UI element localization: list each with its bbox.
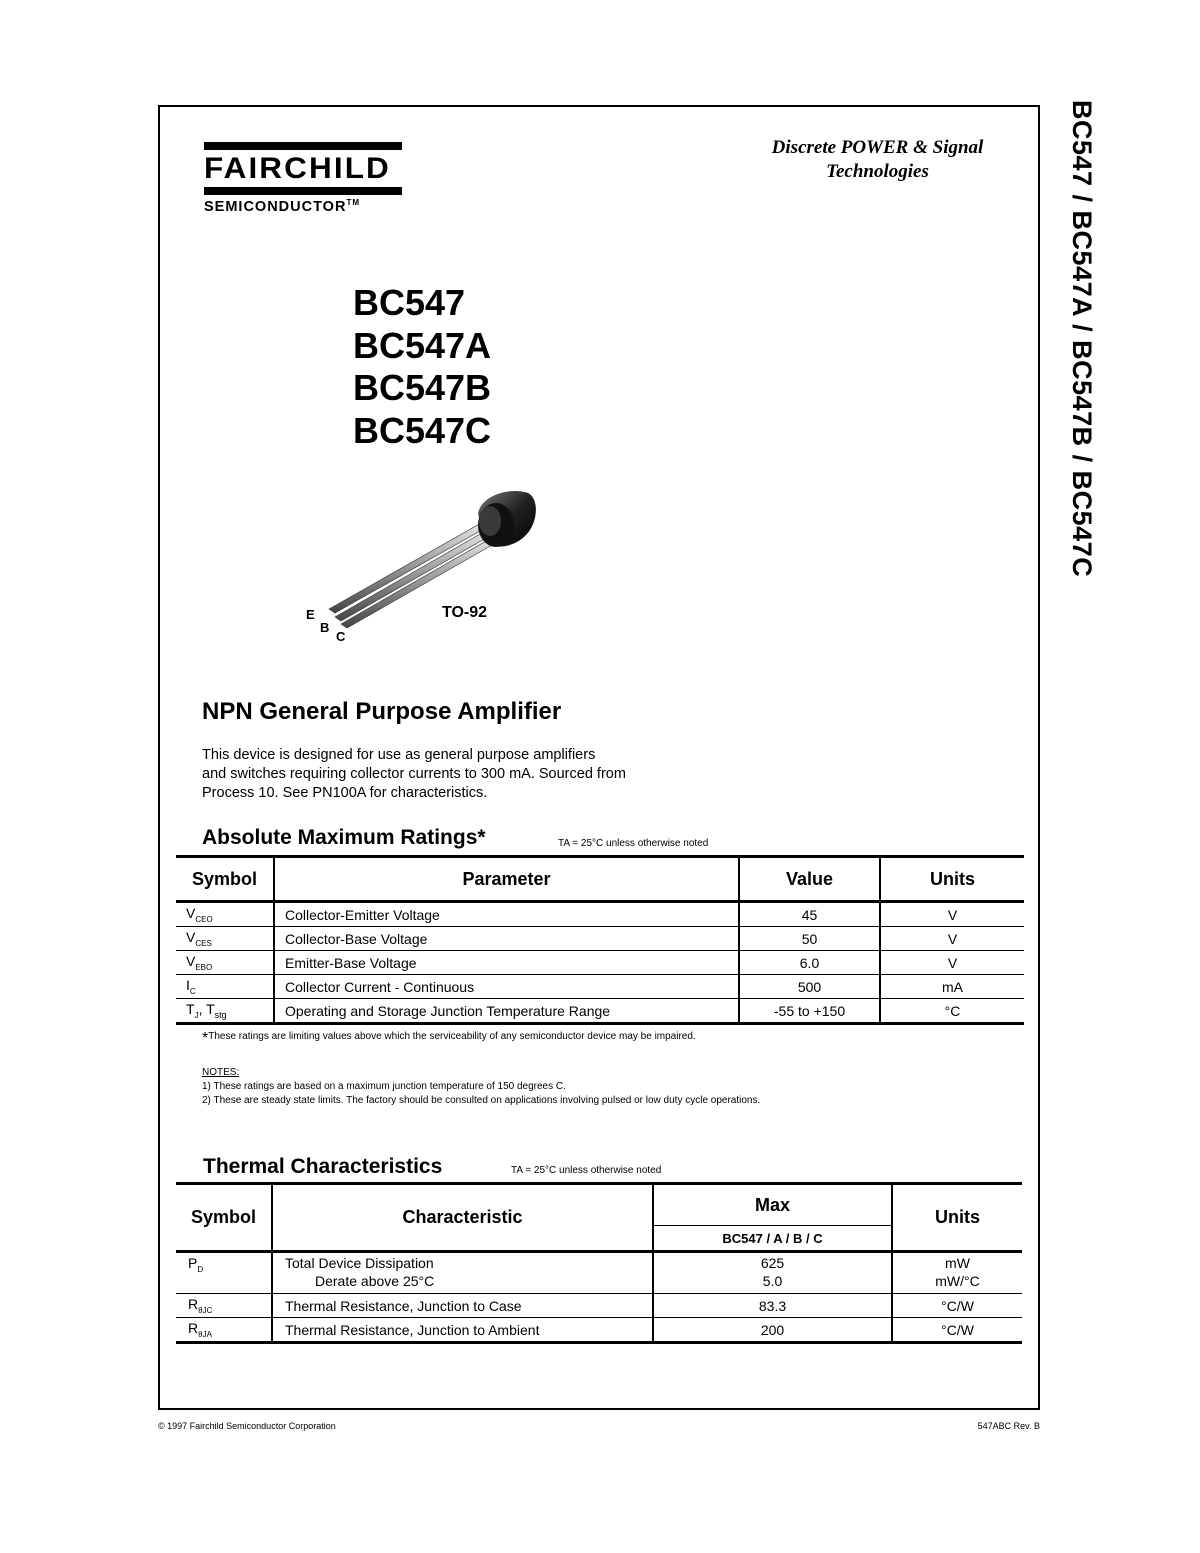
pin-label-b: B — [320, 620, 330, 635]
parameter-cell: Emitter-Base Voltage — [274, 951, 739, 975]
symbol-cell — [176, 975, 274, 999]
footer-revision: 547ABC Rev. B — [977, 1421, 1040, 1431]
description-line: and switches requiring collector currents to 300 mA. Sourced from — [202, 766, 626, 782]
symbol-subscript: C — [189, 986, 196, 996]
header-units: Units — [892, 1184, 1022, 1252]
symbol-cell — [176, 1294, 272, 1318]
units-cell: V — [880, 927, 1024, 951]
table-row — [176, 975, 1024, 999]
value-cell: 45 — [739, 902, 880, 927]
value-cell: 6.0 — [739, 951, 880, 975]
note-item: 2) These are steady state limits. The factory should be consulted on applications involving pulsed or low duty cycle operations. — [202, 1095, 761, 1106]
units-cell: V — [880, 951, 1024, 975]
symbol: I — [186, 977, 190, 994]
max-cell: 200 — [653, 1318, 892, 1343]
side-title — [1044, 100, 1097, 580]
symbol: , T — [198, 1001, 215, 1018]
part-numbers — [353, 282, 491, 452]
part-number: BC547C — [353, 409, 492, 451]
pin-label-e: E — [306, 607, 315, 622]
symbol: R — [188, 1296, 199, 1313]
symbol: V — [186, 905, 196, 922]
max-cell — [653, 1252, 892, 1294]
amr-section-title: Absolute Maximum Ratings* — [202, 826, 486, 849]
parameter-cell: Operating and Storage Junction Temperature Range — [274, 999, 739, 1024]
part-number: BC547A — [353, 324, 492, 366]
logo-bar-top — [204, 142, 402, 150]
symbol-cell — [176, 999, 274, 1024]
header-max-sub: BC547 / A / B / C — [653, 1226, 892, 1252]
units-value: mW/°C — [935, 1273, 980, 1289]
part-number: BC547 — [353, 282, 466, 323]
units-value: mW — [945, 1255, 970, 1271]
characteristic-cell: Thermal Resistance, Junction to Case — [272, 1294, 653, 1318]
logo-bar-bottom — [204, 187, 402, 195]
table-row — [176, 1294, 1022, 1318]
product-description — [202, 746, 652, 803]
tagline-line2: Technologies — [826, 161, 929, 182]
header-parameter: Parameter — [274, 857, 739, 902]
amr-footnote — [202, 1030, 696, 1048]
units-cell: °C — [880, 999, 1024, 1024]
amr-temp-note: TA = 25°C unless otherwise noted — [558, 838, 709, 849]
logo-name: FAIRCHILD — [204, 152, 391, 185]
units-cell — [892, 1252, 1022, 1294]
symbol-subscript: D — [197, 1264, 204, 1274]
absolute-maximum-ratings-table — [176, 855, 1024, 1025]
pin-label-c: C — [336, 629, 346, 644]
symbol-cell — [176, 902, 274, 927]
logo-sub-text: SEMICONDUCTOR — [204, 198, 347, 215]
description-line: Process 10. See PN100A for characteristics. — [202, 785, 488, 801]
symbol-subscript: θJA — [198, 1329, 212, 1339]
description-line: This device is designed for use as general purpose amplifiers — [202, 747, 596, 763]
characteristic-text: Derate above 25°C — [315, 1273, 435, 1289]
table-row — [176, 927, 1024, 951]
symbol-subscript: stg — [214, 1009, 227, 1020]
symbol-subscript: θJC — [198, 1305, 213, 1315]
table-row — [176, 999, 1024, 1024]
header-value: Value — [739, 857, 880, 902]
product-title: NPN General Purpose Amplifier — [202, 698, 562, 725]
logo-sub — [204, 198, 402, 215]
units-cell: °C/W — [892, 1294, 1022, 1318]
header-symbol: Symbol — [176, 1184, 272, 1252]
parameter-cell: Collector-Base Voltage — [274, 927, 739, 951]
table-row — [176, 951, 1024, 975]
thermal-characteristics-table — [176, 1182, 1022, 1344]
symbol-cell — [176, 951, 274, 975]
table-row — [176, 902, 1024, 927]
footer-copyright: © 1997 Fairchild Semiconductor Corporation — [158, 1421, 336, 1431]
units-cell: °C/W — [892, 1318, 1022, 1343]
symbol-cell — [176, 1252, 272, 1294]
note-item: 1) These ratings are based on a maximum junction temperature of 150 degrees C. — [202, 1081, 566, 1092]
header-units: Units — [880, 857, 1024, 902]
parameter-cell: Collector Current - Continuous — [274, 975, 739, 999]
tagline — [720, 136, 1035, 184]
symbol: V — [186, 929, 196, 946]
max-value: 5.0 — [762, 1273, 783, 1289]
symbol: V — [186, 953, 196, 970]
characteristic-cell: Thermal Resistance, Junction to Ambient — [272, 1318, 653, 1343]
table-header-row — [176, 1184, 1022, 1226]
header-symbol: Symbol — [176, 857, 274, 902]
value-cell: -55 to +150 — [739, 999, 880, 1024]
symbol-subscript: CEO — [195, 914, 213, 924]
logo-tm: TM — [346, 198, 360, 207]
symbol: P — [188, 1255, 198, 1271]
part-number: BC547B — [353, 367, 492, 408]
symbol-subscript: J — [194, 1010, 199, 1020]
notes-heading: NOTES: — [202, 1067, 240, 1078]
thermal-temp-note: TA = 25°C unless otherwise noted — [511, 1165, 662, 1176]
thermal-section-title: Thermal Characteristics — [203, 1155, 443, 1178]
symbol: T — [186, 1001, 195, 1018]
notes-block — [202, 1066, 760, 1108]
value-cell: 500 — [739, 975, 880, 999]
max-cell: 83.3 — [653, 1294, 892, 1318]
package-body — [478, 491, 536, 547]
package-label: TO-92 — [442, 604, 488, 621]
side-title-text: BC547 / BC547A / BC547B / BC547C — [1067, 100, 1097, 578]
symbol-subscript: CES — [195, 938, 212, 948]
header-max: Max — [653, 1184, 892, 1226]
fairchild-logo — [204, 142, 402, 215]
parameter-cell: Collector-Emitter Voltage — [274, 902, 739, 927]
symbol-cell — [176, 1318, 272, 1343]
tagline-line1: Discrete POWER & Signal — [771, 137, 984, 158]
symbol-cell — [176, 927, 274, 951]
max-value: 625 — [760, 1255, 785, 1271]
symbol-subscript: EBO — [195, 962, 213, 972]
table-header-row — [176, 857, 1024, 902]
units-cell: mA — [880, 975, 1024, 999]
asterisk-mark: * — [202, 1030, 209, 1047]
symbol: R — [188, 1320, 199, 1337]
value-cell: 50 — [739, 927, 880, 951]
table-row — [176, 1252, 1022, 1294]
header-characteristic: Characteristic — [272, 1184, 653, 1252]
units-cell: V — [880, 902, 1024, 927]
to92-package-illustration — [300, 485, 550, 650]
table-row — [176, 1318, 1022, 1343]
characteristic-cell — [272, 1252, 653, 1294]
characteristic-text: Total Device Dissipation — [285, 1255, 434, 1271]
amr-footnote-text: These ratings are limiting values above which the serviceability of any semiconductor device may be impaired. — [208, 1031, 696, 1042]
